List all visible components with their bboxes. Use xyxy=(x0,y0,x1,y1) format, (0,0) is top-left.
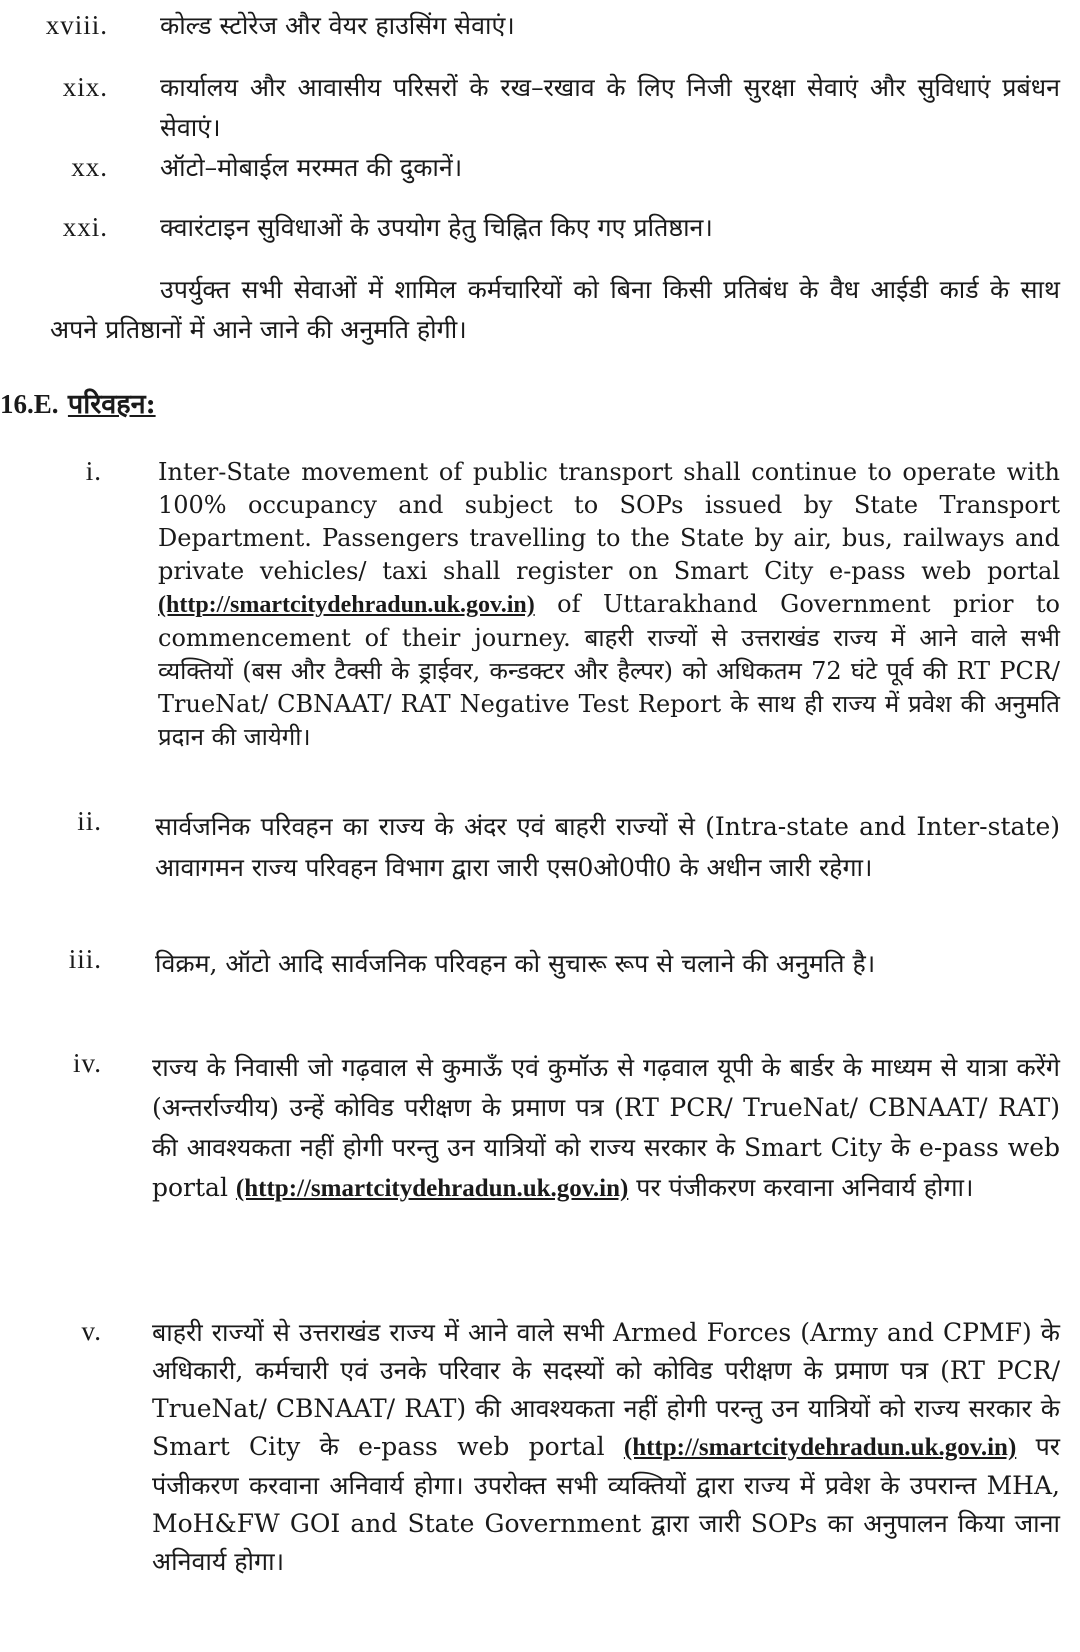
list-text xyxy=(158,456,1060,754)
section-number: 16.E. xyxy=(0,389,59,419)
e-pass-portal-link[interactable]: (http://smartcitydehradun.uk.gov.in) xyxy=(623,1434,1017,1461)
list-text xyxy=(152,1314,1060,1581)
list-text xyxy=(152,1048,1060,1209)
closing-paragraph: उपर्युक्त सभी सेवाओं में शामिल कर्मचारियों को बिना किसी प्रतिबंध के वैध आईडी कार्ड के साथ अपने प्रतिष्ठानों में आने जाने की अनुमति होगी। xyxy=(50,275,1060,344)
list-number: xx. xyxy=(71,152,108,182)
list-text: क्वारंटाइन सुविधाओं के उपयोग हेतु चिह्नित किए गए प्रतिष्ठान। xyxy=(160,213,713,242)
list-text: ऑटो–मोबाईल मरम्मत की दुकानें। xyxy=(160,153,463,182)
item-text-after: पर पंजीकरण करवाना अनिवार्य होगा। उपरोक्त सभी व्यक्तियों द्वारा राज्य में प्रवेश के उपरान्त MHA, MoH&FW GOI and State Government द्वारा जारी SOPs का अनुपालन किया जाना अनिवार्य होगा। xyxy=(152,1432,1061,1576)
item-text-after: पर पंजीकरण करवाना अनिवार्य होगा। xyxy=(628,1173,974,1202)
list-text: विक्रम, ऑटो आदि सार्वजनिक परिवहन को सुचारू रूप से चलाने की अनुमति है। xyxy=(155,949,876,978)
item-text-before: राज्य के निवासी जो गढ़वाल से कुमाऊँ एवं कुमॉऊ से गढ़वाल यूपी के बार्डर के माध्यम से यात्रा करेंगे (अन्तर्राज्यीय) उन्हें कोविड परीक्षण के प्रमाण पत्र (RT PCR/ TrueNat/ CBNAAT/ RAT) की आवश्यकता नहीं होगी परन्तु उन यात्रियों को राज्य सरकार के Smart City के e-pass web portal xyxy=(152,1053,1060,1202)
list-number: v. xyxy=(81,1316,102,1346)
item-text-before: Inter-State movement of public transport shall continue to operate with 100% occupancy and subject to SOPs issued by State Transport Department. Passengers travelling to the State by air, bus, railways and private vehicles/ taxi shall register on Smart City e-pass web portal xyxy=(158,458,1060,585)
item-text-after: of Uttarakhand Government prior to commencement of their journey. बाहरी राज्यों से उत्तराखंड राज्य में आने वाले सभी व्यक्तियों (बस और टैक्सी के ड्राईवर, कन्डक्टर और हैल्पर) को अधिकतम 72 घंटे पूर्व की RT PCR/ TrueNat/ CBNAAT/ RAT Negative Test Report के साथ ही राज्य में प्रवेश की अनुमति प्रदान की जायेगी। xyxy=(158,590,1060,751)
section-heading xyxy=(0,384,156,421)
list-text: कार्यालय और आवासीय परिसरों के रख–रखाव के लिए निजी सुरक्षा सेवाएं और सुविधाएं प्रबंधन सेवाएं। xyxy=(160,73,1060,142)
list-number: ii. xyxy=(77,806,102,836)
list-number: iii. xyxy=(68,944,102,974)
list-number: iv. xyxy=(73,1048,102,1078)
list-number: xxi. xyxy=(62,212,108,242)
e-pass-portal-link[interactable]: (http://smartcitydehradun.uk.gov.in) xyxy=(158,592,535,618)
section-title: परिवहन: xyxy=(67,389,156,420)
list-number: i. xyxy=(85,456,102,486)
list-text: सार्वजनिक परिवहन का राज्य के अंदर एवं बाहरी राज्यों से (Intra-state and Inter-state) आवागमन राज्य परिवहन विभाग द्वारा जारी एस0ओ0पी0 के अधीन जारी रहेगा। xyxy=(155,812,1060,882)
e-pass-portal-link[interactable]: (http://smartcitydehradun.uk.gov.in) xyxy=(235,1175,629,1202)
list-number: xviii. xyxy=(45,10,108,40)
list-text: कोल्ड स्टोरेज और वेयर हाउसिंग सेवाएं। xyxy=(160,11,515,40)
item-text-before: बाहरी राज्यों से उत्तराखंड राज्य में आने वाले सभी Armed Forces (Army and CPMF) के अधिकारी, कर्मचारी एवं उनके परिवार के सदस्यों को कोविड परीक्षण के प्रमाण पत्र (RT PCR/ TrueNat/ CBNAAT/ RAT) की आवश्यकता नहीं होगी परन्तु उन यात्रियों को राज्य सरकार के Smart City के e-pass web portal xyxy=(152,1318,1060,1461)
list-number: xix. xyxy=(62,72,108,102)
